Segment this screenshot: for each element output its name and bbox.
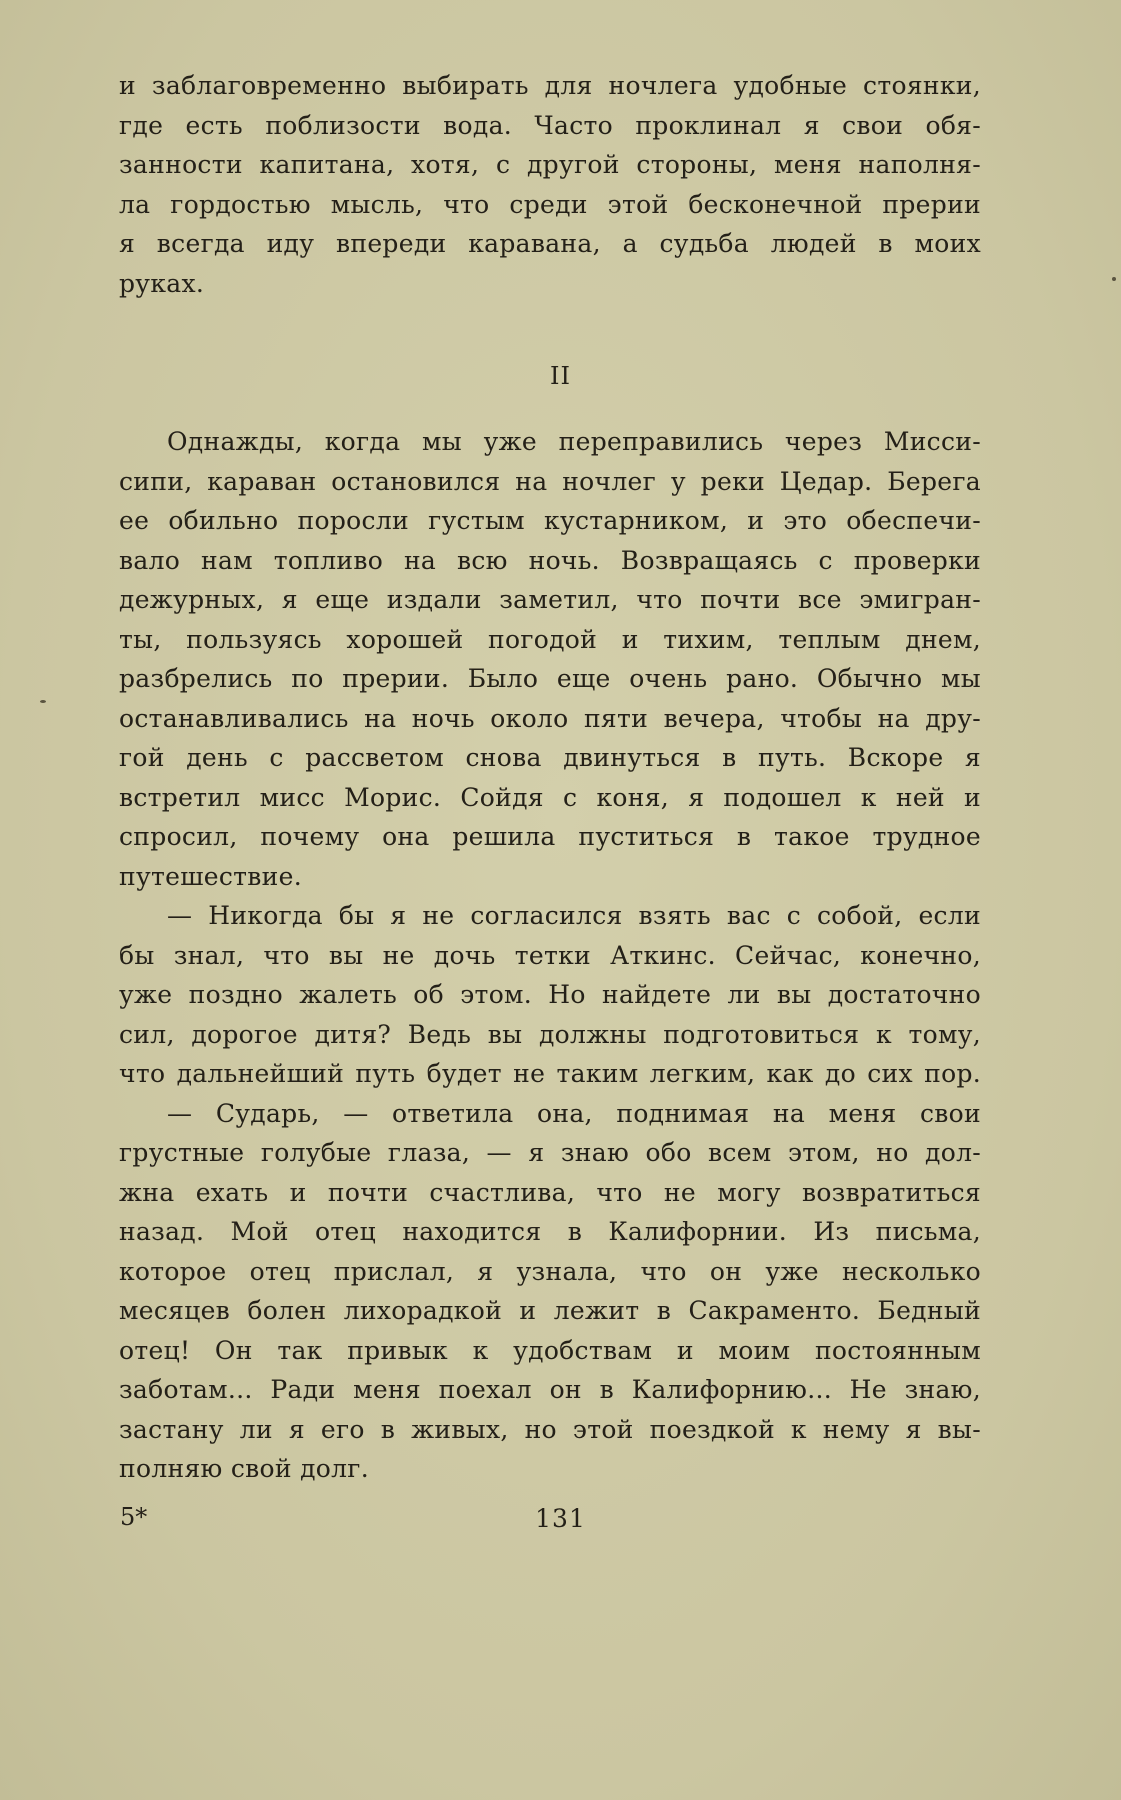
text-line: Однажды, когда мы уже переправились через Мисси-	[167, 427, 981, 456]
text-line: я всегда иду впереди каравана, а судьба людей в моих	[119, 229, 981, 258]
text-line: встретил мисс Морис. Сойдя с коня, я подошел к ней и	[119, 782, 981, 812]
text-line: вало нам топливо на всю ночь. Возвращаясь с проверки	[119, 545, 981, 575]
paper-speck	[1112, 277, 1116, 281]
text-line: полняю свой долг.	[119, 1454, 369, 1483]
text-line: спросил, почему она решила пуститься в такое трудное	[119, 822, 981, 851]
text-line: жна ехать и почти счастлива, что не могу возвратиться	[119, 1177, 981, 1207]
paper-speck	[40, 700, 46, 703]
text-line: руках.	[119, 268, 205, 298]
printer-signature-mark: 5*	[120, 1503, 148, 1531]
text-line: ты, пользуясь хорошей погодой и тихим, теплым днем,	[119, 624, 981, 654]
text-line: ее обильно поросли густым кустарником, и это обеспечи-	[119, 506, 981, 535]
text-line: заботам... Ради меня поехал он в Калифорнию... Не знаю,	[119, 1375, 981, 1404]
text-line: бы знал, что вы не дочь тетки Аткинс. Сейчас, конечно,	[119, 940, 981, 970]
text-line: где есть поблизости вода. Часто проклинал я свои обя-	[119, 110, 981, 140]
paragraph-3	[119, 1094, 981, 1489]
page-number: 131	[535, 1504, 586, 1533]
paragraph-2	[119, 896, 981, 1094]
text-line: занности капитана, хотя, с другой стороны, меня наполня-	[119, 150, 981, 179]
section-heading: II	[550, 362, 571, 390]
text-line: застану ли я его в живых, но этой поездкой к нему я вы-	[119, 1414, 981, 1444]
text-line: путешествие.	[119, 861, 302, 891]
text-line: месяцев болен лихорадкой и лежит в Сакраменто. Бедный	[119, 1296, 981, 1325]
text-line: сил, дорогое дитя? Ведь вы должны подготовиться к тому,	[119, 1019, 981, 1049]
text-line: отец! Он так привык к удобствам и моим постоянным	[119, 1335, 981, 1365]
chapter-body	[119, 422, 981, 1489]
text-line: грустные голубые глаза, — я знаю обо всем этом, но дол-	[119, 1138, 981, 1167]
text-line: уже поздно жалеть об этом. Но найдете ли вы достаточно	[119, 980, 981, 1009]
paragraph-1	[119, 422, 981, 896]
text-line: — Никогда бы я не согласился взять вас с собой, если	[167, 901, 981, 930]
text-line: и заблаговременно выбирать для ночлега удобные стоянки,	[119, 71, 981, 100]
text-line: разбрелись по прерии. Было еще очень рано. Обычно мы	[119, 664, 981, 693]
text-line: назад. Мой отец находится в Калифорнии. Из письма,	[119, 1217, 981, 1246]
text-line: сипи, караван остановился на ночлег у реки Цедар. Берега	[119, 466, 981, 496]
text-line: — Сударь, — ответила она, поднимая на меня свои	[167, 1098, 981, 1128]
continuation-paragraph	[119, 66, 981, 303]
text-line: гой день с рассветом снова двинуться в путь. Вскоре я	[119, 743, 981, 772]
text-line: которое отец прислал, я узнала, что он уже несколько	[119, 1256, 981, 1286]
text-line: что дальнейший путь будет не таким легким, как до сих пор.	[119, 1059, 981, 1088]
text-line: останавливались на ночь около пяти вечера, чтобы на дру-	[119, 703, 981, 733]
text-line: дежурных, я еще издали заметил, что почти все эмигран-	[119, 585, 981, 614]
text-line: ла гордостью мысль, что среди этой бесконечной прерии	[119, 189, 981, 219]
